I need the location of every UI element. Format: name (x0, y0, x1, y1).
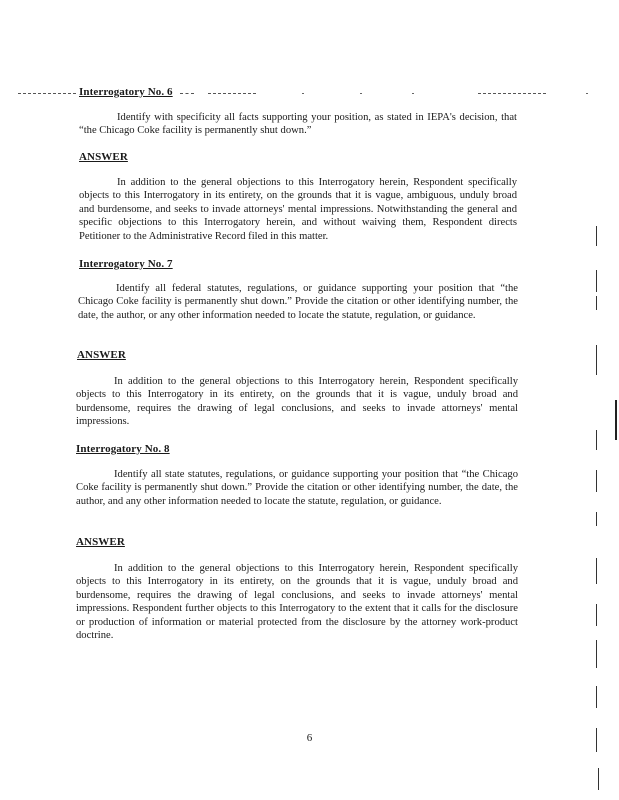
page-number: 6 (306, 732, 313, 744)
margin-scan-mark (596, 345, 597, 375)
margin-scan-mark (596, 686, 597, 708)
margin-scan-mark (596, 430, 597, 450)
answer-7-text: In addition to the general objections to this Interrogatory herein, Respondent specifically objects to this Interrogatory in its entirety, on the grounds that it is vague, unduly broad and burdensome, requires the drawing of legal conclusions, and seeks to invade attorneys' mental impressions. (76, 376, 518, 428)
margin-scan-mark (615, 400, 617, 440)
scan-artifact-line (208, 93, 256, 94)
interrogatory-7-heading: Interrogatory No. 7 (79, 258, 173, 270)
scan-artifact-dot (302, 93, 304, 94)
scan-artifact-dot (360, 93, 362, 94)
scan-artifact-line (18, 93, 76, 94)
margin-scan-mark (596, 512, 597, 526)
interrogatory-6-text: Identify with specificity all facts supporting your position, as stated in IEPA's decision, that “the Chicago Coke facility is permanently shut down.” (79, 112, 517, 137)
margin-scan-mark (596, 226, 597, 246)
answer-6-text: In addition to the general objections to this Interrogatory herein, Respondent specifically objects to this Interrogatory in its entirety, on the grounds that it is vague, ambiguous, unduly broad and burdensome, and seeks to invade attorneys' mental impressions. Notwithstanding the general and specific objections to this Interrogatory herein, and without waiving them, Respondent directs Petitioner to the Administrative Record filed in this matter. (79, 177, 517, 242)
answer-6-heading: ANSWER (79, 151, 128, 163)
margin-scan-mark (596, 728, 597, 752)
scan-artifact-dot (586, 93, 588, 94)
interrogatory-8-heading: Interrogatory No. 8 (76, 443, 170, 455)
margin-scan-mark (596, 296, 597, 310)
scan-artifact-line (478, 93, 546, 94)
interrogatory-6-heading: Interrogatory No. 6 (79, 86, 173, 98)
interrogatory-7-text: Identify all federal statutes, regulations, or guidance supporting your position that “the Chicago Coke facility is permanently shut down.” Provide the citation or other identifying number, the date, the author, or any other information needed to locate the statute, regulation, or guidance. (78, 283, 518, 321)
margin-scan-mark (596, 270, 597, 292)
margin-scan-mark (596, 470, 597, 492)
margin-scan-mark (596, 640, 597, 668)
answer-8-heading: ANSWER (76, 536, 125, 548)
scan-artifact-dot (412, 93, 414, 94)
margin-scan-mark (596, 604, 597, 626)
answer-7-heading: ANSWER (77, 349, 126, 361)
interrogatory-8-text: Identify all state statutes, regulations, or guidance supporting your position that “the Chicago Coke facility is permanently shut down.” Provide the citation or other identifying number, the date, the author, and any other information needed to locate the statute, regulation, or guidance. (76, 469, 518, 507)
scan-artifact-line (180, 93, 194, 94)
answer-8-text: In addition to the general objections to this Interrogatory herein, Respondent specifically objects to this Interrogatory in its entirety, on the grounds that it is vague, unduly broad and burdensome, requires the drawing of legal conclusions, and seeks to invade attorneys' mental impressions. Respondent further objects to this Interrogatory to the extent that it calls for the disclosure or production of information or material protected from the disclosure by the attorney work-product doctrine. (76, 563, 518, 642)
margin-scan-mark (596, 558, 597, 584)
margin-scan-mark (598, 768, 599, 790)
